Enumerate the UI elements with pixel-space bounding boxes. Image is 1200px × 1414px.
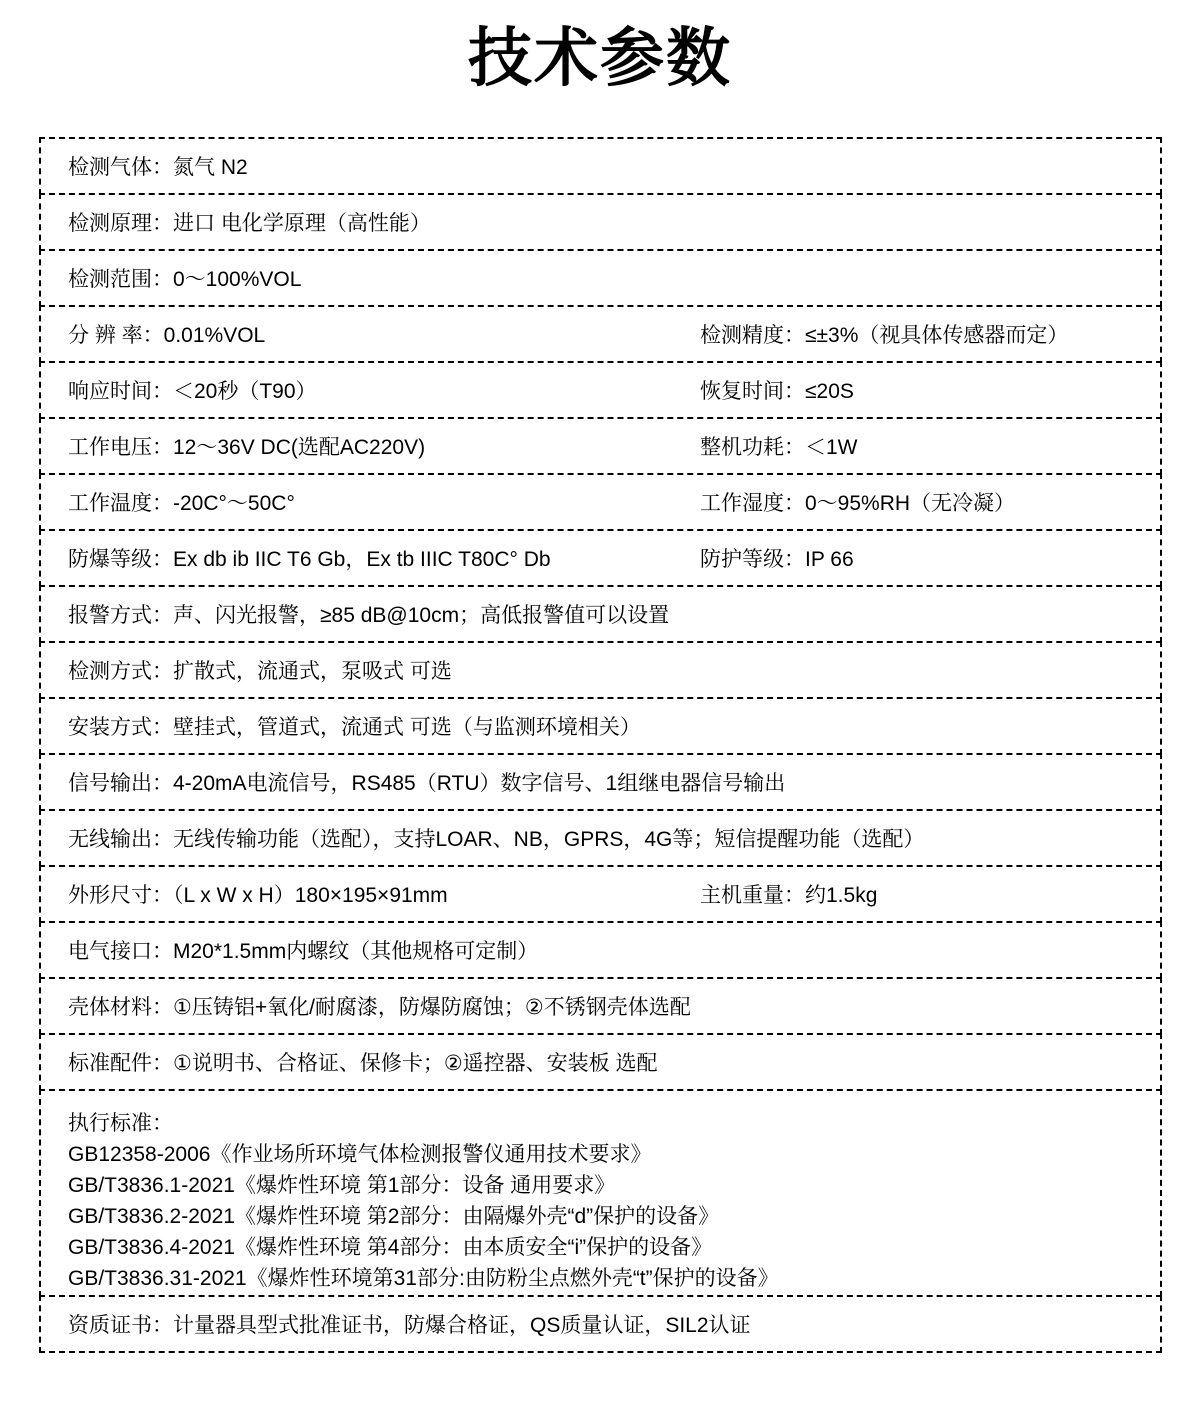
- executive-standard-gbt3836-2: GB/T3836.2-2021《爆炸性环境 第2部分：由隔爆外壳“d”保护的设备》: [68, 1205, 720, 1228]
- spec-row-resolution-accuracy: [39, 305, 1162, 363]
- spec-row-detection-mode: [39, 641, 1162, 699]
- standard-accessories-text: 标准配件：①说明书、合格证、保修卡；②遥控器、安装板 选配: [68, 1052, 658, 1075]
- resolution-text: 分 辨 率：0.01%VOL: [68, 324, 266, 347]
- explosion-proof-grade-text: 防爆等级：Ex db ib IIC T6 Gb，Ex tb IIIC T80C° Db: [68, 548, 551, 571]
- spec-row-dimensions-weight: [39, 865, 1162, 923]
- signal-output-text: 信号输出：4-20mA电流信号，RS485（RTU）数字信号、1组继电器信号输出: [68, 772, 786, 795]
- spec-row-detection-principle: [39, 193, 1162, 251]
- executive-standard-gbt3836-1: GB/T3836.1-2021《爆炸性环境 第1部分：设备 通用要求》: [68, 1174, 616, 1197]
- spec-row-alarm-mode: [39, 585, 1162, 643]
- executive-standards-label: 执行标准：: [68, 1112, 173, 1135]
- working-temperature-text: 工作温度：-20C°～50C°: [68, 492, 295, 515]
- installation-mode-text: 安装方式：壁挂式，管道式，流通式 可选（与监测环境相关）: [68, 716, 641, 739]
- spec-table: [39, 137, 1162, 1353]
- spec-row-response-recovery-time: [39, 361, 1162, 419]
- detection-principle-text: 检测原理：进口 电化学原理（高性能）: [68, 212, 431, 235]
- protection-grade-text: 防护等级：IP 66: [700, 548, 854, 571]
- dimensions-text: 外形尺寸：（L x W x H）180×195×91mm: [68, 884, 448, 907]
- page-title: 技术参数: [468, 22, 732, 94]
- housing-material-text: 壳体材料：①压铸铝+氧化/耐腐漆，防爆防腐蚀；②不锈钢壳体选配: [68, 996, 691, 1019]
- spec-row-qualification-certificates: [39, 1295, 1162, 1353]
- wireless-output-text: 无线输出：无线传输功能（选配），支持LOAR、NB，GPRS，4G等；短信提醒功能（选配）: [68, 828, 925, 851]
- power-consumption-text: 整机功耗：＜1W: [700, 436, 858, 459]
- spec-row-installation-mode: [39, 697, 1162, 755]
- spec-row-temperature-humidity: [39, 473, 1162, 531]
- spec-row-signal-output: [39, 753, 1162, 811]
- detection-mode-text: 检测方式：扩散式，流通式，泵吸式 可选: [68, 660, 452, 683]
- working-voltage-text: 工作电压：12～36V DC(选配AC220V): [68, 436, 426, 459]
- executive-standard-gbt3836-31: GB/T3836.31-2021《爆炸性环境第31部分:由防粉尘点燃外壳“t”保护的设备》: [68, 1267, 779, 1290]
- executive-standard-gbt3836-4: GB/T3836.4-2021《爆炸性环境 第4部分：由本质安全“i”保护的设备》: [68, 1236, 713, 1259]
- detection-range-text: 检测范围：0～100%VOL: [68, 268, 302, 291]
- alarm-mode-text: 报警方式：声、闪光报警，≥85 dB@10cm；高低报警值可以设置: [68, 604, 670, 627]
- weight-text: 主机重量：约1.5kg: [700, 884, 878, 907]
- spec-row-detection-range: [39, 249, 1162, 307]
- executive-standard-gb12358: GB12358-2006《作业场所环境气体检测报警仪通用技术要求》: [68, 1143, 652, 1166]
- recovery-time-text: 恢复时间：≤20S: [700, 380, 854, 403]
- response-time-text: 响应时间：＜20秒（T90）: [68, 380, 317, 403]
- working-humidity-text: 工作湿度：0～95%RH（无冷凝）: [700, 492, 1016, 515]
- spec-row-standard-accessories: [39, 1033, 1162, 1091]
- electrical-interface-text: 电气接口：M20*1.5mm内螺纹（其他规格可定制）: [68, 940, 539, 963]
- spec-row-detection-gas: [39, 137, 1162, 195]
- accuracy-text: 检测精度：≤±3%（视具体传感器而定）: [700, 324, 1069, 347]
- spec-row-explosion-protection-grade: [39, 529, 1162, 587]
- spec-row-housing-material: [39, 977, 1162, 1035]
- spec-row-executive-standards: [39, 1089, 1162, 1297]
- qualification-certificates-text: 资质证书：计量器具型式批准证书，防爆合格证，QS质量认证，SIL2认证: [68, 1314, 751, 1337]
- spec-row-electrical-interface: [39, 921, 1162, 979]
- detection-gas-text: 检测气体：氮气 N2: [68, 156, 248, 179]
- spec-row-voltage-power: [39, 417, 1162, 475]
- spec-row-wireless-output: [39, 809, 1162, 867]
